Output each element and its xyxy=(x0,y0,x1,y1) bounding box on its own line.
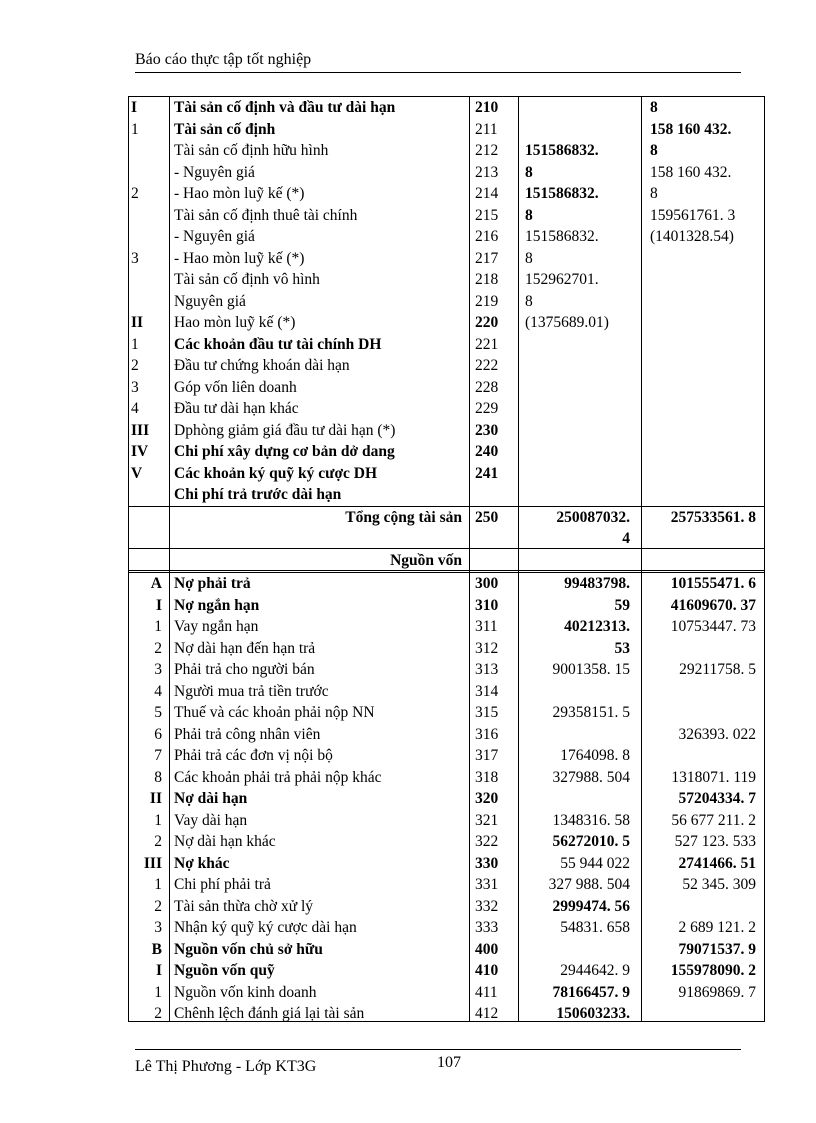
table-row xyxy=(129,291,764,313)
value-start-of-year: (1375689.01) xyxy=(525,314,609,331)
table-row xyxy=(129,140,764,162)
item-name: Các khoản phải trả phải nộp khác xyxy=(174,768,382,786)
row-number: 3 xyxy=(154,661,162,678)
table-row xyxy=(129,960,764,982)
value-start-of-year: 8 xyxy=(525,249,533,267)
table-row xyxy=(129,982,764,1004)
value-start-of-year: 56272010. 5 xyxy=(552,833,630,850)
item-name: Góp vốn liên doanh xyxy=(174,378,297,396)
page-number: 107 xyxy=(437,1054,461,1071)
item-code: 214 xyxy=(475,185,499,202)
item-name: Tài sản cố định thuê tài chính xyxy=(174,206,358,224)
table-row xyxy=(129,702,764,724)
row-number: 2 xyxy=(131,185,139,202)
footer-author: Lê Thị Phương - Lớp KT3G xyxy=(135,1058,317,1075)
value-end-of-year: 91869869. 7 xyxy=(678,983,756,1001)
table-row xyxy=(129,312,764,334)
value-start-of-year: 151586832. xyxy=(525,185,599,202)
value-end-of-year: 8 xyxy=(650,142,658,159)
table-row xyxy=(129,334,764,356)
table-row xyxy=(129,269,764,291)
row-number: I xyxy=(131,99,138,116)
value-start-of-year: 8 xyxy=(525,163,533,181)
table-row xyxy=(129,377,764,399)
item-code: 312 xyxy=(475,639,499,657)
value-end-of-year: 2 689 121. 2 xyxy=(678,919,756,936)
item-name: - Nguyên giá xyxy=(174,163,255,181)
value-end-of-year: 158 160 432. xyxy=(650,120,732,138)
item-name: Nợ dài hạn khác xyxy=(174,833,276,850)
item-name: Phải trả công nhân viên xyxy=(174,725,321,743)
table-row xyxy=(129,441,764,463)
row-number: 1 xyxy=(131,120,139,138)
value-end-of-year: 41609670. 37 xyxy=(670,596,756,614)
value-end-of-year: (1401328.54) xyxy=(650,228,734,245)
row-number: 3 xyxy=(131,378,139,396)
item-code: 300 xyxy=(475,575,499,592)
item-name: Tài sản cố định và đầu tư dài hạn xyxy=(174,99,396,116)
table-row xyxy=(129,788,764,810)
item-name: Phải trả các đơn vị nội bộ xyxy=(174,747,333,764)
item-name: - Hao mòn luỹ kế (*) xyxy=(174,185,305,202)
item-name: Dphòng giảm giá đầu tư dài hạn (*) xyxy=(174,421,396,439)
row-number: 5 xyxy=(154,704,162,721)
item-name: Nguồn vốn chủ sở hữu xyxy=(174,940,323,958)
value-start-of-year: 53 xyxy=(614,639,630,657)
value-start-of-year: 151586832. xyxy=(525,142,599,159)
row-number: 3 xyxy=(131,249,139,267)
value-end-of-year: 326393. 022 xyxy=(678,725,756,743)
value-end-of-year: 57204334. 7 xyxy=(678,790,756,807)
value-end-of-year: 52 345. 309 xyxy=(682,876,756,893)
page-footer xyxy=(135,1049,741,1076)
total-assets-value-start: 250087032. xyxy=(556,509,630,526)
item-code: 321 xyxy=(475,811,499,829)
table-row xyxy=(129,874,764,896)
item-code: 212 xyxy=(475,142,499,159)
item-name: Chi phí trả trước dài hạn xyxy=(174,486,342,503)
value-start-of-year: 40212313. xyxy=(564,618,630,635)
item-code: 222 xyxy=(475,357,499,374)
row-number: 2 xyxy=(154,639,162,657)
value-end-of-year: 527 123. 533 xyxy=(674,833,756,850)
row-number: 1 xyxy=(131,335,139,353)
item-name: Nợ dài hạn đến hạn trả xyxy=(174,639,316,657)
value-start-of-year: 78166457. 9 xyxy=(552,983,630,1001)
value-start-of-year: 1764098. 8 xyxy=(560,747,630,764)
item-code: 333 xyxy=(475,919,499,936)
item-name: Thuế và các khoản phải nộp NN xyxy=(174,704,375,721)
item-code: 331 xyxy=(475,876,499,893)
table-row xyxy=(129,484,764,506)
item-name: Tài sản cố định xyxy=(174,120,276,138)
item-name: Tài sản cố định hữu hình xyxy=(174,142,329,159)
item-code: 240 xyxy=(475,443,499,460)
row-number: I xyxy=(155,596,162,614)
item-name: Phải trả cho người bán xyxy=(174,661,315,678)
item-name: Nguồn vốn kinh doanh xyxy=(174,983,317,1001)
item-name: Chi phí phải trả xyxy=(174,876,271,893)
row-number: 2 xyxy=(154,1005,162,1022)
table-row xyxy=(129,1003,764,1025)
row-divider xyxy=(129,548,764,549)
item-code: 311 xyxy=(475,618,498,635)
item-code: 220 xyxy=(475,314,499,331)
value-start-of-year: 29358151. 5 xyxy=(552,704,630,721)
value-end-of-year: 2741466. 51 xyxy=(678,854,756,872)
row-number: II xyxy=(149,790,162,807)
row-number: 1 xyxy=(154,811,162,829)
item-code: 332 xyxy=(475,897,499,915)
row-number: 2 xyxy=(154,897,162,915)
value-end-of-year: 79071537. 9 xyxy=(678,940,756,958)
table-row xyxy=(129,638,764,660)
total-assets-row xyxy=(129,507,764,529)
item-name: - Hao mòn luỹ kế (*) xyxy=(174,249,305,267)
value-start-of-year: 2999474. 56 xyxy=(552,897,630,915)
item-name: Vay dài hạn xyxy=(174,811,248,829)
table-row xyxy=(129,767,764,789)
value-start-of-year: 55 944 022 xyxy=(560,854,630,872)
row-number: IV xyxy=(131,443,149,460)
value-start-of-year: 99483798. xyxy=(564,575,630,592)
item-name: Nhận ký quỹ ký cược dài hạn xyxy=(174,919,357,936)
value-end-of-year: 8 xyxy=(650,99,658,116)
value-start-of-year: 8 xyxy=(525,206,533,224)
item-name: Chi phí xây dựng cơ bản dở dang xyxy=(174,443,395,460)
table-row xyxy=(129,939,764,961)
value-start-of-year: 327 988. 504 xyxy=(548,876,630,893)
value-end-of-year: 159561761. 3 xyxy=(650,206,736,224)
item-code: 330 xyxy=(475,854,499,872)
item-code: 320 xyxy=(475,790,499,807)
item-name: Đầu tư chứng khoán dài hạn xyxy=(174,357,350,374)
item-code: 317 xyxy=(475,747,499,764)
item-code: 318 xyxy=(475,768,499,786)
row-number: II xyxy=(131,314,144,331)
balance-sheet-table xyxy=(128,96,765,1022)
item-code: 316 xyxy=(475,725,499,743)
value-start-of-year: 150603233. xyxy=(556,1005,630,1022)
table-row xyxy=(129,463,764,485)
row-number: 1 xyxy=(154,876,162,893)
row-number: 6 xyxy=(154,725,162,743)
item-name: Chênh lệch đánh giá lại tài sản xyxy=(174,1005,365,1022)
item-code: 218 xyxy=(475,271,499,288)
item-name: Tài sản cố định vô hình xyxy=(174,271,320,288)
value-end-of-year: 155978090. 2 xyxy=(670,962,756,979)
item-code: 412 xyxy=(475,1005,499,1022)
row-number: 4 xyxy=(154,682,162,700)
table-row xyxy=(129,681,764,703)
row-number: 4 xyxy=(131,400,139,417)
table-row xyxy=(129,810,764,832)
value-start-of-year: 59 xyxy=(614,596,630,614)
item-code: 228 xyxy=(475,378,499,396)
table-row xyxy=(129,831,764,853)
item-code: 229 xyxy=(475,400,499,417)
item-name: Các khoản đầu tư tài chính DH xyxy=(174,335,382,353)
item-code: 213 xyxy=(475,163,499,181)
item-code: 313 xyxy=(475,661,499,678)
page-header xyxy=(135,50,741,73)
value-start-of-year: 8 xyxy=(525,292,533,310)
value-end-of-year: 1318071. 119 xyxy=(671,768,756,786)
value-end-of-year: 101555471. 6 xyxy=(670,575,756,592)
value-end-of-year: 8 xyxy=(650,185,658,202)
table-row xyxy=(129,595,764,617)
table-row xyxy=(129,420,764,442)
row-number: A xyxy=(150,575,162,592)
item-name: Nguồn vốn quỹ xyxy=(174,962,275,979)
value-end-of-year: 29211758. 5 xyxy=(679,661,756,678)
value-start-of-year: 327988. 504 xyxy=(552,768,630,786)
row-number: III xyxy=(143,854,162,872)
table-row xyxy=(129,917,764,939)
table-row xyxy=(129,745,764,767)
value-start-of-year: 54831. 658 xyxy=(560,919,630,936)
row-number: B xyxy=(151,940,162,958)
item-name: Nợ khác xyxy=(174,854,230,872)
value-end-of-year: 158 160 432. xyxy=(650,163,732,181)
table-row xyxy=(129,659,764,681)
item-name: - Nguyên giá xyxy=(174,228,255,245)
row-number: III xyxy=(131,421,150,439)
value-start-of-year: 1348316. 58 xyxy=(552,811,630,829)
table-row xyxy=(129,205,764,227)
value-start-of-year: 151586832. xyxy=(525,228,599,245)
item-code: 211 xyxy=(475,120,498,138)
table-row xyxy=(129,248,764,270)
item-name: Vay ngắn hạn xyxy=(174,618,259,635)
row-number: I xyxy=(155,962,162,979)
item-name: Nợ phải trả xyxy=(174,575,251,592)
item-name: Nguyên giá xyxy=(174,292,246,310)
table-row xyxy=(129,616,764,638)
row-number: 2 xyxy=(131,357,139,374)
total-assets-value-start-cont: 4 xyxy=(622,530,630,547)
item-code: 221 xyxy=(475,335,499,353)
item-code: 241 xyxy=(475,464,499,482)
row-number: 1 xyxy=(154,983,162,1001)
sources-heading-row xyxy=(129,550,764,572)
item-code: 411 xyxy=(475,983,498,1001)
item-code: 219 xyxy=(475,292,499,310)
item-name: Hao mòn luỹ kế (*) xyxy=(174,314,296,331)
row-number: 3 xyxy=(154,919,162,936)
item-name: Đầu tư dài hạn khác xyxy=(174,400,299,417)
table-row xyxy=(129,162,764,184)
item-name: Người mua trả tiền trước xyxy=(174,682,329,700)
value-end-of-year: 56 677 211. 2 xyxy=(671,811,756,829)
value-start-of-year: 9001358. 15 xyxy=(552,661,630,678)
table-row xyxy=(129,97,764,119)
table-row xyxy=(129,119,764,141)
table-row xyxy=(129,896,764,918)
item-code: 410 xyxy=(475,962,499,979)
row-number: 7 xyxy=(154,747,162,764)
table-row xyxy=(129,724,764,746)
sources-heading: Nguồn vốn xyxy=(390,552,462,569)
item-code: 315 xyxy=(475,704,499,721)
item-code: 217 xyxy=(475,249,499,267)
item-code: 210 xyxy=(475,99,499,116)
row-number: 2 xyxy=(154,833,162,850)
table-row xyxy=(129,183,764,205)
table-row xyxy=(129,853,764,875)
item-code: 400 xyxy=(475,940,499,958)
table-row xyxy=(129,573,764,595)
item-code: 215 xyxy=(475,206,499,224)
header-title: Báo cáo thực tập tốt nghiệp xyxy=(135,51,312,68)
table-row xyxy=(129,398,764,420)
item-code: 230 xyxy=(475,421,499,439)
item-name: Tài sản thừa chờ xử lý xyxy=(174,897,314,915)
row-number: V xyxy=(131,464,143,482)
item-code: 216 xyxy=(475,228,499,245)
row-number: 1 xyxy=(154,618,162,635)
total-assets-label: Tổng cộng tài sản xyxy=(345,509,462,526)
total-assets-code: 250 xyxy=(475,509,499,526)
row-number: 8 xyxy=(154,768,162,786)
value-start-of-year: 152962701. xyxy=(525,271,599,288)
item-code: 310 xyxy=(475,596,499,614)
item-name: Nợ dài hạn xyxy=(174,790,248,807)
table-row xyxy=(129,226,764,248)
total-assets-row-continued xyxy=(129,528,764,550)
item-code: 322 xyxy=(475,833,499,850)
item-name: Nợ ngắn hạn xyxy=(174,596,260,614)
item-name: Các khoản ký quỹ ký cược DH xyxy=(174,464,378,482)
table-row xyxy=(129,355,764,377)
total-assets-value-end: 257533561. 8 xyxy=(670,509,756,526)
value-start-of-year: 2944642. 9 xyxy=(560,962,630,979)
value-end-of-year: 10753447. 73 xyxy=(670,618,756,635)
item-code: 314 xyxy=(475,682,499,700)
